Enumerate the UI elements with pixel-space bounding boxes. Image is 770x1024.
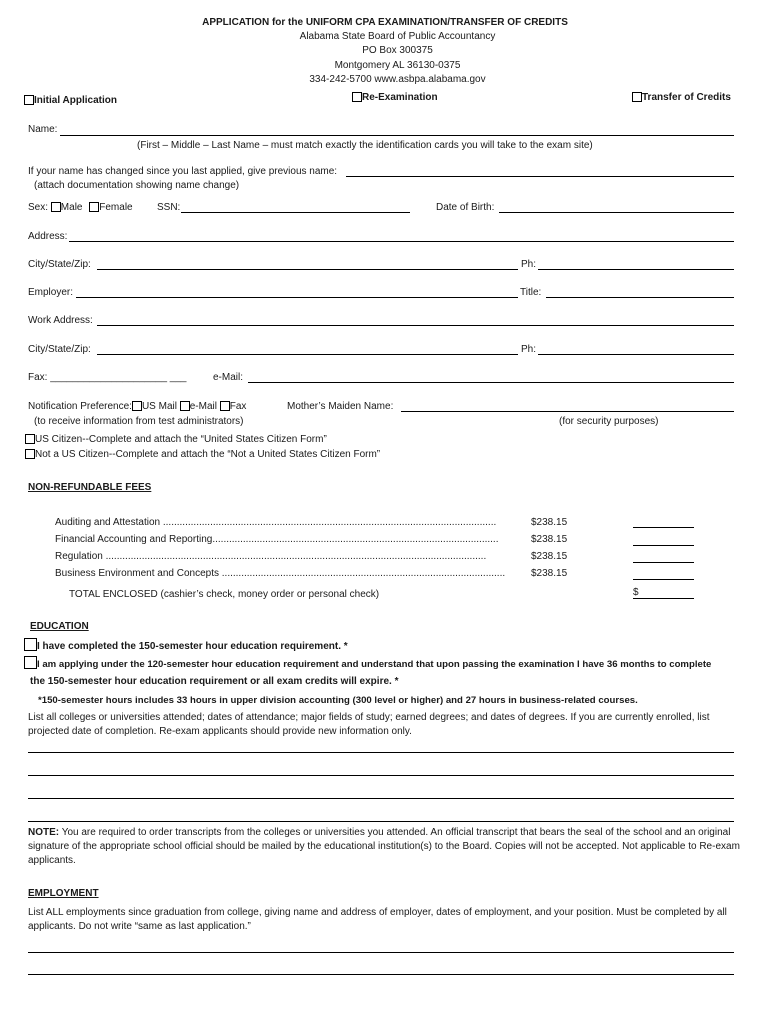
- fee-item-amount: $238.15: [531, 568, 568, 579]
- education-120-label: I am applying under the 120-semester hour education requirement and understand that upon passing the examination I have 36 months to complete: [37, 659, 712, 670]
- initial-application-label: Initial Application: [34, 95, 117, 106]
- checkbox[interactable]: [352, 92, 362, 102]
- us-mail-checkbox[interactable]: [132, 401, 142, 411]
- fee-item-amount: $238.15: [531, 551, 568, 562]
- work-city-state-zip-label: City/State/Zip:: [28, 344, 91, 355]
- note-text: You are required to order transcripts from the colleges or universities you attended. An official transcript that bears the seal of the school and an original signature of the appropriate school official should be mailed by the educational institution(s) to the Board. Copies will not be accepted. Not applicable to Re-exam applicants.: [28, 827, 740, 866]
- maiden-name-label: Mother’s Maiden Name:: [287, 401, 394, 412]
- title-label: Title:: [520, 287, 542, 298]
- transcript-note: [28, 826, 744, 868]
- phone-label: Ph:: [521, 259, 537, 270]
- employment-entry-line[interactable]: [28, 952, 734, 953]
- education-entry-line[interactable]: [28, 821, 734, 822]
- male-label: Male: [60, 202, 83, 213]
- notification-hint: (to receive information from test administrators): [34, 416, 244, 427]
- reexam-option[interactable]: [352, 92, 438, 103]
- board-pobox: PO Box 300375: [362, 45, 433, 56]
- name-field[interactable]: [60, 135, 734, 136]
- dob-field[interactable]: [499, 212, 734, 213]
- fee-item-field[interactable]: [633, 545, 694, 546]
- board-name: Alabama State Board of Public Accountancy: [299, 31, 496, 42]
- dob-label: Date of Birth:: [436, 202, 495, 213]
- email-checkbox[interactable]: [180, 401, 190, 411]
- education-entry-line[interactable]: [28, 775, 734, 776]
- fax-pref-label: Fax: [229, 401, 247, 412]
- previous-name-hint: (attach documentation showing name change): [34, 180, 240, 191]
- education-120-option[interactable]: [24, 656, 711, 670]
- notification-row: [28, 401, 246, 412]
- work-address-label: Work Address:: [28, 315, 93, 326]
- fax-field[interactable]: Fax: _____________________ ___: [28, 372, 187, 383]
- education-instructions: List all colleges or universities attended; dates of attendance; major fields of study; earned degrees; and dates of degrees. If you are currently enrolled, list projected date of completion. Re-exam applicants should provide new information only.: [28, 712, 710, 737]
- ssn-label: SSN:: [157, 202, 181, 213]
- phone-field[interactable]: [538, 269, 734, 270]
- work-phone-field[interactable]: [538, 354, 734, 355]
- total-enclosed-label: TOTAL ENCLOSED (cashier’s check, money order or personal check): [69, 589, 380, 600]
- previous-name-field[interactable]: [346, 176, 734, 177]
- reexam-label: Re-Examination: [362, 92, 438, 103]
- us-citizen-label: US Citizen--Complete and attach the “United States Citizen Form”: [35, 434, 327, 445]
- name-label: Name:: [28, 124, 58, 135]
- male-checkbox[interactable]: [51, 202, 61, 212]
- checkbox[interactable]: [25, 449, 35, 459]
- maiden-name-field[interactable]: [401, 411, 734, 412]
- checkbox[interactable]: [24, 656, 37, 669]
- board-contact: 334-242-5700 www.asbpa.alabama.gov: [309, 74, 486, 85]
- board-city: Montgomery AL 36130-0375: [334, 60, 461, 71]
- employment-instructions: List ALL employments since graduation from college, giving name and address of employer, dates of employment, and your position. Must be completed by all applicants. Do not write “same as last application.”: [28, 907, 727, 932]
- fee-item-field[interactable]: [633, 579, 694, 580]
- fee-item-field[interactable]: [633, 527, 694, 528]
- non-us-citizen-label: Not a US Citizen--Complete and attach the “Not a United States Citizen Form”: [35, 449, 381, 460]
- form-title: APPLICATION for the UNIFORM CPA EXAMINATION/TRANSFER OF CREDITS: [202, 17, 568, 28]
- checkbox[interactable]: [632, 92, 642, 102]
- fee-item-label: Financial Accounting and Reporting.......................................................................................................: [55, 534, 499, 545]
- checkbox[interactable]: [24, 95, 34, 105]
- us-citizen-option[interactable]: [25, 434, 327, 445]
- non-us-citizen-option[interactable]: [25, 449, 380, 460]
- us-mail-label: US Mail: [141, 401, 177, 412]
- title-field[interactable]: [546, 297, 734, 298]
- female-label: Female: [99, 202, 133, 213]
- employment-entry-line[interactable]: [28, 974, 734, 975]
- email-label: e-Mail:: [213, 372, 244, 383]
- email-pref-label: e-Mail: [189, 401, 217, 412]
- name-hint: (First – Middle – Last Name – must match exactly the identification cards you will take to the exam site): [137, 140, 593, 151]
- fee-item-amount: $238.15: [531, 534, 568, 545]
- education-150-option[interactable]: [24, 638, 348, 652]
- sex-row: [28, 202, 133, 213]
- ssn-field[interactable]: [181, 212, 410, 213]
- employment-heading: EMPLOYMENT: [28, 888, 99, 899]
- work-city-state-zip-field[interactable]: [97, 354, 518, 355]
- initial-application-option[interactable]: [24, 95, 117, 106]
- education-entry-line[interactable]: [28, 752, 734, 753]
- fee-item-field[interactable]: [633, 562, 694, 563]
- fee-item-label: Auditing and Attestation ........................................................................................................................: [55, 517, 497, 528]
- education-150-label: I have completed the 150-semester hour education requirement. *: [37, 641, 348, 652]
- previous-name-label: If your name has changed since you last applied, give previous name:: [28, 166, 338, 177]
- total-enclosed-field[interactable]: [633, 598, 694, 599]
- employer-label: Employer:: [28, 287, 74, 298]
- fee-item-amount: $238.15: [531, 517, 568, 528]
- email-field[interactable]: [248, 382, 734, 383]
- checkbox[interactable]: [24, 638, 37, 651]
- notification-label: Notification Preference:: [28, 401, 132, 412]
- city-state-zip-label: City/State/Zip:: [28, 259, 91, 270]
- note-label: NOTE:: [28, 827, 60, 838]
- total-dollar-sign: $: [633, 587, 639, 598]
- education-120-continued: the 150-semester hour education requirement or all exam credits will expire. *: [30, 676, 399, 687]
- fee-item-label: Regulation .........................................................................................................................................: [55, 551, 487, 562]
- city-state-zip-field[interactable]: [97, 269, 518, 270]
- education-heading: EDUCATION: [30, 621, 89, 632]
- fee-item-label: Business Environment and Concepts ......................................................................................................: [55, 568, 506, 579]
- employer-field[interactable]: [76, 297, 518, 298]
- work-address-field[interactable]: [97, 325, 734, 326]
- fax-checkbox[interactable]: [220, 401, 230, 411]
- education-footnote: *150-semester hours includes 33 hours in upper division accounting (300 level or higher) and 27 hours in business-related courses.: [38, 695, 638, 706]
- transfer-option[interactable]: [632, 92, 731, 103]
- female-checkbox[interactable]: [89, 202, 99, 212]
- education-entry-line[interactable]: [28, 798, 734, 799]
- transfer-label: Transfer of Credits: [642, 92, 731, 103]
- address-field[interactable]: [69, 241, 734, 242]
- address-label: Address:: [28, 231, 68, 242]
- work-phone-label: Ph:: [521, 344, 537, 355]
- sex-label: Sex:: [28, 202, 49, 213]
- checkbox[interactable]: [25, 434, 35, 444]
- fees-heading: NON-REFUNDABLE FEES: [28, 482, 152, 493]
- maiden-name-hint: (for security purposes): [559, 416, 659, 427]
